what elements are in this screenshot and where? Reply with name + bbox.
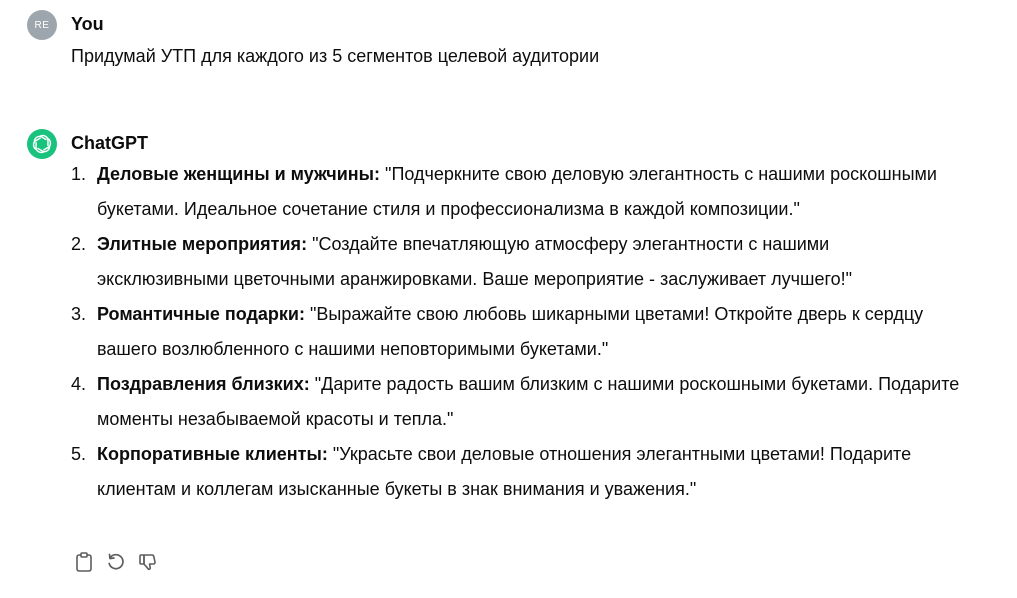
assistant-author-name: ChatGPT	[71, 133, 149, 153]
list-item	[71, 157, 961, 227]
list-item	[71, 297, 961, 367]
message-actions	[73, 551, 159, 573]
list-item-text: "Выражайте свою любовь шикарными цветами! Откройте дверь к сердцу вашего возлюбленного с нашими неповторимыми букетами."	[97, 304, 924, 359]
list-item-segment: Поздравления близких:	[97, 374, 310, 394]
regenerate-button[interactable]	[105, 551, 127, 573]
list-item-number: 1.	[71, 164, 87, 184]
list-item-segment: Корпоративные клиенты:	[97, 444, 328, 464]
list-item-number: 5.	[71, 444, 87, 464]
list-item-text: "Украсьте свои деловые отношения элегантными цветами! Подарите клиентам и коллегам изысканные букеты в знак внимания и уважения."	[97, 444, 912, 499]
user-avatar-initials: RE	[34, 19, 50, 31]
openai-logo-icon	[31, 133, 53, 155]
list-item-number: 4.	[71, 374, 87, 394]
user-author-name: You	[71, 14, 104, 34]
list-item-text: "Создайте впечатляющую атмосферу элегантности с нашими эксклюзивными цветочными аранжировками. Ваше мероприятие - заслуживает лучшего!"	[97, 234, 853, 289]
list-item-text: "Подчеркните свою деловую элегантность с нашими роскошными букетами. Идеальное сочетание стиля и профессионализма в каждой композиции."	[97, 164, 937, 219]
user-message-text: Придумай УТП для каждого из 5 сегментов целевой аудитории	[71, 46, 600, 66]
list-item-segment: Деловые женщины и мужчины:	[97, 164, 381, 184]
list-item-segment: Элитные мероприятия:	[97, 234, 308, 254]
list-item	[71, 367, 961, 437]
list-item-text: "Дарите радость вашим близким с нашими роскошными букетами. Подарите моменты незабываемой красоты и тепла."	[97, 374, 960, 429]
user-avatar	[27, 10, 57, 40]
thumbs-down-button[interactable]	[137, 551, 159, 573]
thumbs-down-icon	[138, 552, 158, 572]
answer-list	[71, 157, 961, 507]
list-item-number: 3.	[71, 304, 87, 324]
assistant-avatar	[27, 129, 57, 159]
regenerate-icon	[106, 552, 126, 572]
copy-button[interactable]	[73, 551, 95, 573]
list-item	[71, 227, 961, 297]
list-item-number: 2.	[71, 234, 87, 254]
list-item-segment: Романтичные подарки:	[97, 304, 305, 324]
list-item	[71, 437, 961, 507]
copy-icon	[75, 552, 93, 572]
